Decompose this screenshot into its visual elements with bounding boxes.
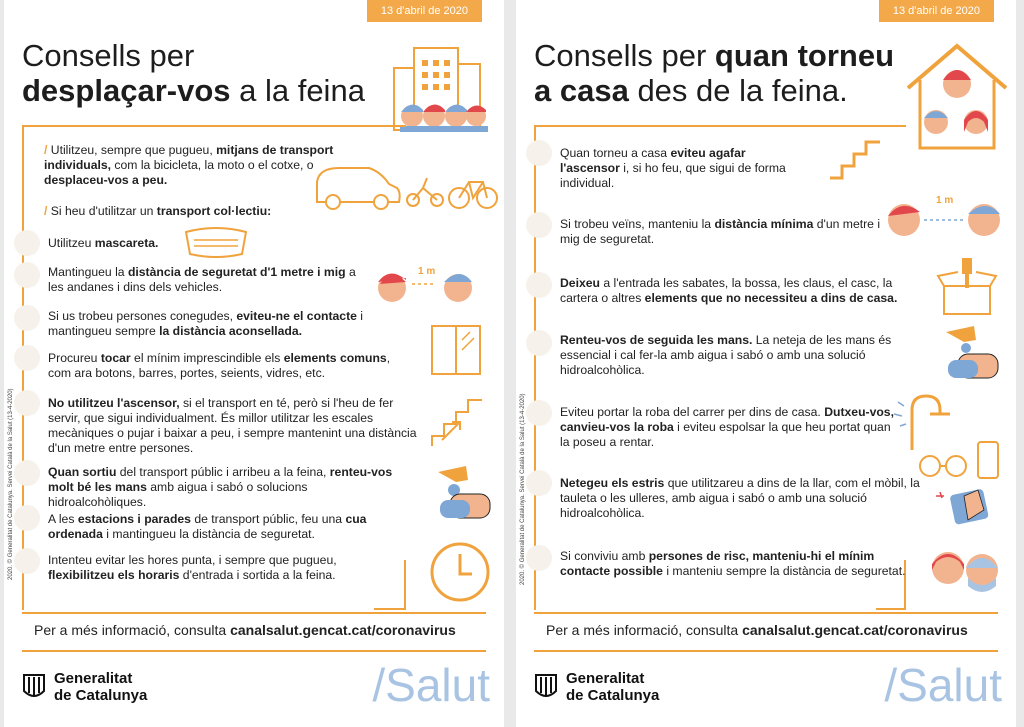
box-keys-icon [936,256,998,318]
office-building-icon [394,38,484,138]
distance-label: 1 m [936,195,954,206]
date-badge: 13 d'abril de 2020 [879,0,994,22]
footer-divider [22,650,486,652]
tip-bullet [526,545,552,571]
stairs-icon [430,392,484,448]
footer-divider [22,612,486,614]
tip-bullet [14,390,40,416]
copyright-side-text: 2020. © Generalitat de Catalunya. Servei Català de la Salut (13-4-2020) [520,393,526,585]
tip-neighbours: Si trobeu veïns, manteniu la distància mínima d'un metre i mig de seguretat. [560,217,881,246]
footer-divider [534,650,998,652]
tip-mask: Utilitzeu mascareta. [48,236,159,250]
tip-flexible-hours: Intenteu evitar les hores punta, i sempre que pugueu, flexibilitzeu els horaris d'entrada i sortida a la feina. [48,553,337,582]
tip-bullet [526,272,552,298]
page-title: Consells per quan torneu a casa des de la feina. [534,38,895,108]
generalitat-shield-icon [534,673,558,701]
tip-elevator: No utilitzeu l'ascensor, si el transport en té, però si l'heu de fer servir, que sigui individualment. És millor utilitzar les escales mecàniques o pujar i baixar a peu, i sempre mantenint una distància d'un metre entre persones. [48,396,417,455]
tip-bullet [526,470,552,496]
tip-bullet [14,345,40,371]
tip-shower: Eviteu portar la roba del carrer per dins de casa. Dutxeu-vos, canvieu-vos la roba i eviteu espolsar la que heu portat quan la poseu a rentar. [560,405,894,449]
tip-clean-items: Netegeu els estris que utilitzareu a dins de la llar, com el mòbil, la tauleta o les ulleres, amb aigua i sabó o amb una solució hidroalcohòlica. [560,476,920,520]
tip-common-elements: Procureu tocar el mínim imprescindible els elements comuns, com ara botons, barres, portes, seients, vidres, etc. [48,351,391,380]
generalitat-logo: Generalitat de Catalunya [534,670,659,704]
copyright-side-text: 2020. © Generalitat de Catalunya. Servei Català de la Salut (13-4-2020) [8,388,14,580]
stairs-icon [828,132,888,182]
tip-bullet [14,230,40,256]
tip-wash-hands: Quan sortiu del transport públic i arribeu a la feina, renteu-vos molt bé les mans amb aigua i sabó o solucions hidroalcohòliques. [48,465,393,509]
footer-divider [534,612,998,614]
page-title: Consells per desplaçar-vos a la feina [22,38,365,108]
tip-elevator-home: Quan torneu a casa eviteu agafar l'ascensor i, si ho feu, que sigui de forma individual. [560,146,786,190]
tip-distance: Mantingueu la distància de seguretat d'1 metre i mig a les andanes i dins dels vehicles. [48,265,356,294]
intro-tip: / Utilitzeu, sempre que pugueu, mitjans de transport individuals, com la bicicleta, la moto o el cotxe, o desplaceu-vos a peu. [44,143,334,187]
tip-bullet [14,548,40,574]
more-info: Per a més informació, consulta canalsalut.gencat.cat/coronavirus [546,622,968,638]
generalitat-logo: Generalitat de Catalunya [22,670,147,704]
tip-bullet [526,140,552,166]
door-icon [430,324,484,376]
glasses-phone-icon [918,440,1008,530]
tip-bullet [526,400,552,426]
date-badge: 13 d'abril de 2020 [367,0,482,22]
more-info-link[interactable]: canalsalut.gencat.cat/coronavirus [742,622,968,638]
poster-right [516,0,1016,727]
salut-logo: /Salut [372,659,490,711]
tip-bullet [14,505,40,531]
hand-washing-icon [436,460,494,524]
tip-bullet [14,262,40,288]
tip-risk-people: Si conviviu amb persones de risc, manteniu-hi el mínim contacte possible i manteniu sempre la distància de seguretat. [560,549,906,578]
hand-washing-icon [944,320,1002,384]
tip-bullet [14,305,40,331]
distance-label: 1 m [418,266,436,277]
tip-queue: A les estacions i parades de transport públic, feu una cua ordenada i mantingueu la distància de seguretat. [48,512,367,541]
public-transport-heading: / Si heu d'utilitzar un transport col·lectiu: [44,204,272,218]
elderly-couple-icon [928,540,1002,596]
poster-left [4,0,504,727]
more-info-link[interactable]: canalsalut.gencat.cat/coronavirus [230,622,456,638]
face-mask-icon [176,226,256,260]
tip-avoid-contact: Si us trobeu persones conegudes, eviteu-ne el contacte i mantingueu sempre la distància aconsellada. [48,309,364,338]
tip-leave-items: Deixeu a l'entrada les sabates, la bossa, les claus, el casc, la cartera o altres elements que no necessiteu a dins de casa. [560,276,898,305]
generalitat-shield-icon [22,673,46,701]
tip-wash-hands-home: Renteu-vos de seguida les mans. La neteja de les mans és essencial i cal fer-la amb aigua i sabó o amb una solució hidroalcohòlica. [560,333,892,377]
tip-bullet [14,460,40,486]
house-family-icon [902,40,1012,150]
more-info: Per a més informació, consulta canalsalut.gencat.cat/coronavirus [34,622,456,638]
salut-logo: /Salut [884,659,1002,711]
tip-bullet [526,330,552,356]
tip-bullet [526,212,552,238]
clock-icon [428,540,492,604]
